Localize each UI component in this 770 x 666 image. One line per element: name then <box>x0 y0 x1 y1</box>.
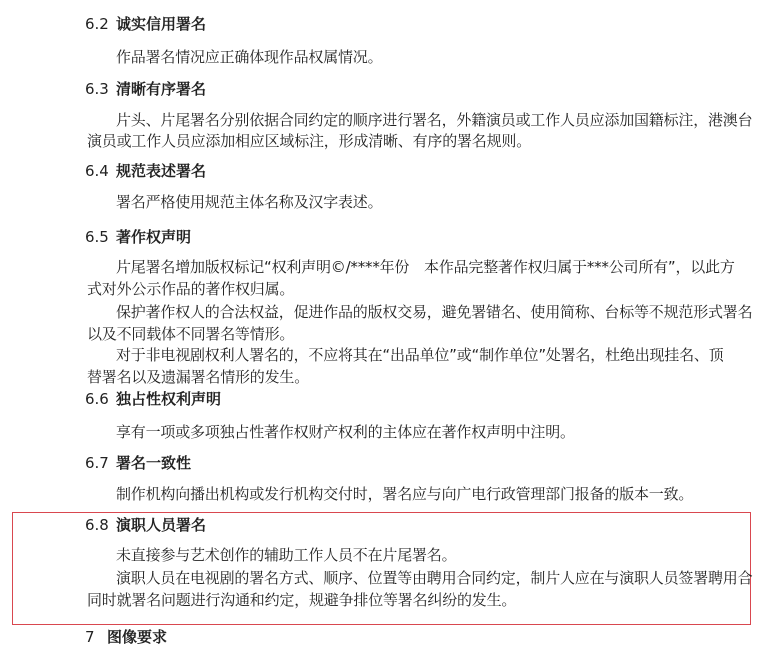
paragraph-line: 式对外公示作品的著作权归属。 <box>87 280 295 298</box>
paragraph-line: 片尾署名增加版权标记“权利声明©/****年份 本作品完整著作权归属于***公司所有”，以此方 <box>116 258 735 276</box>
paragraph-line: 演职人员在电视剧的署名方式、顺序、位置等由聘用合同约定，制片人应在与演职人员签署聘用合 <box>116 569 753 587</box>
paragraph-line: 作品署名情况应正确体现作品权属情况。 <box>116 48 383 66</box>
section-number: 7 <box>85 628 95 646</box>
heading-6-4 <box>85 161 206 181</box>
section-title: 清晰有序署名 <box>116 80 207 98</box>
section-title: 演职人员署名 <box>116 516 207 534</box>
section-number: 6.4 <box>85 162 109 180</box>
paragraph-line: 演员或工作人员应添加相应区域标注，形成清晰、有序的署名规则。 <box>87 132 532 150</box>
section-number: 6.2 <box>85 15 109 33</box>
paragraph-line: 未直接参与艺术创作的辅助工作人员不在片尾署名。 <box>116 546 457 564</box>
section-number: 6.6 <box>85 390 109 408</box>
heading-6-5 <box>85 227 191 247</box>
heading-7 <box>85 627 167 647</box>
paragraph-line: 替署名以及遗漏署名情形的发生。 <box>87 368 310 386</box>
section-number: 6.7 <box>85 454 109 472</box>
paragraph-line: 以及不同载体不同署名等情形。 <box>87 325 295 343</box>
heading-6-8 <box>85 515 206 535</box>
paragraph-line: 对于非电视剧权利人署名的，不应将其在“出品单位”或“制作单位”处署名，杜绝出现挂名、顶 <box>116 346 724 364</box>
section-number: 6.3 <box>85 80 109 98</box>
section-title: 署名一致性 <box>116 454 192 472</box>
paragraph-line: 同时就署名问题进行沟通和约定，规避争排位等署名纠纷的发生。 <box>87 591 517 609</box>
heading-6-6 <box>85 389 221 409</box>
heading-6-7 <box>85 453 191 473</box>
paragraph-line: 片头、片尾署名分别依据合同约定的顺序进行署名，外籍演员或工作人员应添加国籍标注，港澳台 <box>116 111 753 129</box>
section-title: 图像要求 <box>107 628 168 646</box>
section-title: 著作权声明 <box>116 228 192 246</box>
section-title: 独占性权利声明 <box>116 390 222 408</box>
paragraph-line: 署名严格使用规范主体名称及汉字表述。 <box>116 193 383 211</box>
paragraph-line: 制作机构向播出机构或发行机构交付时，署名应与向广电行政管理部门报备的版本一致。 <box>116 485 694 503</box>
section-number: 6.5 <box>85 228 109 246</box>
heading-6-2 <box>85 14 206 34</box>
section-title: 规范表述署名 <box>116 162 207 180</box>
section-title: 诚实信用署名 <box>116 15 207 33</box>
heading-6-3 <box>85 79 206 99</box>
section-number: 6.8 <box>85 516 109 534</box>
paragraph-line: 保护著作权人的合法权益，促进作品的版权交易，避免署错名、使用简称、台标等不规范形式署名 <box>116 303 753 321</box>
paragraph-line: 享有一项或多项独占性著作权财产权利的主体应在著作权声明中注明。 <box>116 423 575 441</box>
